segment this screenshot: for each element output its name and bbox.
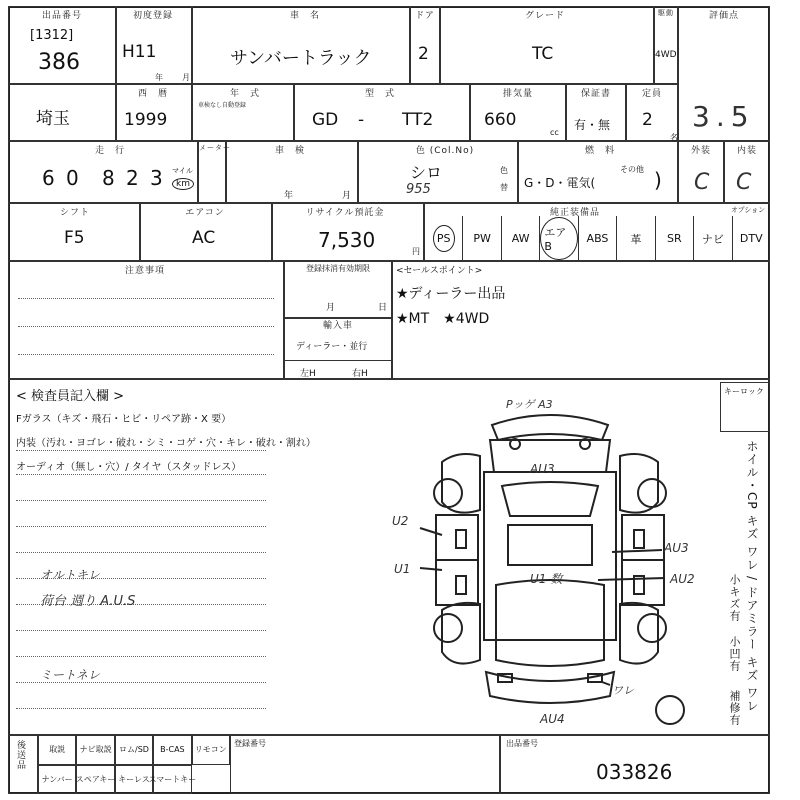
reg-note: 車検なし自動登録 [198, 102, 247, 109]
recycle-header: リサイクル預託金 [305, 208, 385, 218]
footer-reg-label: 登録番号 [234, 739, 266, 748]
import-lh: 左H [300, 369, 316, 379]
right-sub-2: 小凹有 [728, 636, 741, 672]
mark-roof: AU3 [530, 462, 555, 476]
ext-grade: C [694, 170, 710, 195]
inspector-rule-11 [16, 708, 266, 709]
car-diagram [380, 390, 720, 730]
recycle-unit: 円 [412, 247, 420, 256]
grade-header: グレード [524, 11, 565, 21]
recycle-value: 7,530 [318, 228, 376, 252]
equipment-header: 純正装備品 [549, 208, 600, 218]
equipment-item [539, 216, 577, 261]
displacement-header: 排気量 [502, 89, 533, 99]
equipment-item [424, 216, 462, 261]
color-name: シロ [410, 163, 443, 182]
wheel-front-left [434, 479, 462, 507]
color-label-2: 替 [500, 183, 508, 192]
equipment-label: AW [511, 232, 530, 245]
reg-expiry-header: 登録抹消有効期限 [306, 264, 370, 273]
inspector-rule-2 [16, 474, 266, 475]
front-bumper [492, 415, 608, 440]
notes-cell [8, 261, 284, 379]
equipment-item [462, 216, 500, 261]
footer-sendback: 後送品 [15, 740, 25, 770]
footer-item: B-CAS [153, 735, 191, 765]
car-name-value: サンバートラック [230, 48, 372, 69]
displacement-value: 660 [484, 110, 517, 130]
footer-item: スペアキー [76, 765, 114, 795]
color-header: 色 (Col.No) [415, 146, 475, 156]
model-type-code: TT2 [402, 110, 434, 130]
wheel-rear-right [638, 614, 666, 642]
car-name-header: 車 名 [289, 11, 320, 21]
mark-right-lower: AU2 [670, 572, 695, 586]
right-sub-3: 補修有 [728, 690, 741, 726]
equipment-label: ナビ [701, 232, 724, 246]
mark-left-lower: U1 [394, 562, 411, 576]
equipment-item [501, 216, 539, 261]
equipment-item [693, 216, 731, 261]
inspector-rule-4 [16, 526, 266, 527]
mark-rear-right: ワレ [612, 684, 634, 697]
first-reg-unit-year: 年 [155, 73, 163, 82]
warranty-header: 保証書 [580, 89, 611, 99]
footer-item: ナンバー [38, 765, 76, 795]
model-type-dash: - [358, 110, 365, 130]
equipment-label: エアB [540, 217, 577, 260]
hand-note-1: オルトキレ [40, 568, 100, 582]
mileage-digit-4: 2 [126, 166, 139, 190]
cab-outline [484, 472, 616, 640]
equipment-item [655, 216, 693, 261]
int-grade: C [736, 170, 752, 195]
grade-value: TC [532, 44, 554, 64]
import-rh: 右H [352, 369, 368, 379]
aircon-header: エアコン [185, 208, 225, 218]
drive-value: 4WD [655, 50, 677, 60]
import-header: 輸入車 [322, 321, 353, 331]
lot-header: 出品番号 [41, 11, 82, 21]
mark-top: Pッゲ A3 [506, 398, 553, 411]
inspector-line-1: Fガラス（キズ・飛石・ヒビ・リペア跡・X 要） [16, 414, 232, 425]
inspector-rule-3 [16, 500, 266, 501]
right-sub-1: 小キズ有 [728, 574, 741, 622]
equipment-item [616, 216, 654, 261]
equipment-label: 革 [630, 232, 642, 246]
score-header: 評価点 [708, 11, 739, 21]
mark-left-upper: U2 [392, 514, 409, 528]
equipment-label: PS [433, 225, 455, 252]
footer-item: ロム/SD [115, 735, 153, 765]
mileage-digit-2: 0 [66, 166, 79, 190]
lot-code: [1312] [30, 28, 74, 43]
shift-header: シフト [59, 208, 90, 218]
first-reg-header: 初度登録 [132, 11, 173, 21]
year-header: 西 暦 [137, 89, 168, 99]
footer-items [38, 735, 230, 794]
inspector-title: < 検査員記入欄 > [16, 389, 125, 404]
mark-right-upper: AU3 [664, 541, 689, 555]
meter-mile: マイル [172, 167, 193, 175]
notes-header: 注意事項 [124, 266, 165, 276]
right-front-fender [620, 454, 658, 513]
doors-value: 2 [418, 44, 429, 64]
hand-note-3: ミートネレ [40, 668, 100, 682]
score-value: 3.5 [692, 100, 755, 133]
reg-expiry-day: 日 [378, 303, 388, 313]
displacement-unit: cc [550, 128, 559, 137]
meter-km: km [172, 178, 194, 190]
inspector-rule-8 [16, 630, 266, 631]
bed [496, 580, 604, 666]
mileage-digit-3: 8 [102, 166, 115, 190]
footer-item: 取説 [38, 735, 76, 765]
key-lock-label: キーロック [724, 387, 764, 396]
inspector-line-3: オーディオ（無し・穴）/ タイヤ（スタッドレス） [16, 462, 242, 473]
mark-bottom: AU4 [540, 712, 565, 726]
footer-auction-label: 出品番号 [506, 739, 538, 748]
notes-line-1 [18, 298, 274, 299]
meter-header: メーター [199, 144, 231, 152]
inspection-year: 年 [284, 191, 294, 201]
fuel-options: G・D・電気( [524, 176, 596, 190]
capacity-value: 2 [642, 110, 653, 130]
mileage-digit-1: 6 [42, 166, 55, 190]
reg-expiry-month: 月 [326, 303, 336, 313]
capacity-header: 定員 [641, 89, 662, 99]
ext-header: 外装 [690, 146, 711, 156]
equipment-list [424, 216, 770, 261]
sales-point-1: ★ディーラー出品 [396, 286, 506, 302]
model-type-header: 型 式 [364, 89, 395, 99]
notes-line-3 [18, 354, 274, 355]
footer-item: ナビ取説 [76, 735, 114, 765]
sales-header: <セールスポイント> [396, 266, 483, 276]
warranty-value: 有・無 [574, 118, 611, 132]
footer-reg-cell [230, 735, 500, 794]
inspector-line-2: 内装（汚れ・ヨゴレ・破れ・シミ・コゲ・穴・キレ・破れ・割れ） [16, 438, 316, 449]
equipment-item [578, 216, 616, 261]
wheel-front-right [638, 479, 666, 507]
equipment-label: DTV [739, 232, 763, 245]
footer-item: リモコン [192, 735, 230, 765]
fuel-header: 燃 料 [584, 146, 615, 156]
footer-auction-value: 033826 [596, 760, 673, 784]
mark-center: U1 数 [530, 572, 563, 586]
fuel-close: ) [654, 168, 662, 192]
spare-wheel [656, 696, 684, 724]
equipment-label: PW [473, 232, 491, 245]
footer-item: スマートキー [153, 765, 191, 795]
doors-header: ドア [415, 11, 435, 21]
color-label-1: 色 [500, 166, 508, 175]
rear-bumper [486, 672, 614, 703]
shift-value: F5 [64, 228, 85, 248]
import-dealer: ディーラー・並行 [296, 342, 368, 352]
inspector-rule-9 [16, 656, 266, 657]
equipment-label: SR [667, 232, 682, 245]
inspector-rule-1 [16, 450, 266, 451]
right-vertical-note: ホイル・CP キズ ワレ / ドアミラー キズ ワレ [745, 440, 759, 713]
model-type-prefix: GD [312, 110, 339, 130]
inspector-rule-5 [16, 552, 266, 553]
windshield [502, 482, 598, 516]
footer-item: キーレス [115, 765, 153, 795]
fuel-other: その他 [620, 165, 644, 174]
lot-number: 386 [38, 50, 80, 75]
equipment-item [732, 216, 770, 261]
mileage-digit-5: 3 [150, 166, 163, 190]
drive-header: 駆動 [658, 9, 674, 17]
mileage-header: 走 行 [94, 146, 125, 156]
region-value: 埼玉 [36, 109, 70, 129]
hand-note-2: 荷台 週り A.U.S [40, 594, 136, 609]
inspection-month: 月 [342, 191, 352, 201]
first-reg-value: H11 [122, 42, 157, 62]
options-header: オプション [730, 206, 766, 214]
notes-line-2 [18, 326, 274, 327]
equipment-label: ABS [586, 232, 609, 245]
sales-point-2: ★MT ★4WD [396, 311, 490, 327]
color-code: 955 [406, 182, 431, 197]
first-reg-unit-month: 月 [182, 73, 190, 82]
year-value: 1999 [124, 110, 168, 130]
aircon-value: AC [192, 228, 216, 248]
inspection-header: 車 検 [274, 146, 305, 156]
roof [508, 525, 592, 565]
capacity-unit: 名 [670, 133, 678, 142]
wheel-rear-left [434, 614, 462, 642]
left-front-fender [442, 454, 480, 513]
model-year-header: 年 式 [229, 89, 260, 99]
int-header: 内装 [736, 146, 757, 156]
